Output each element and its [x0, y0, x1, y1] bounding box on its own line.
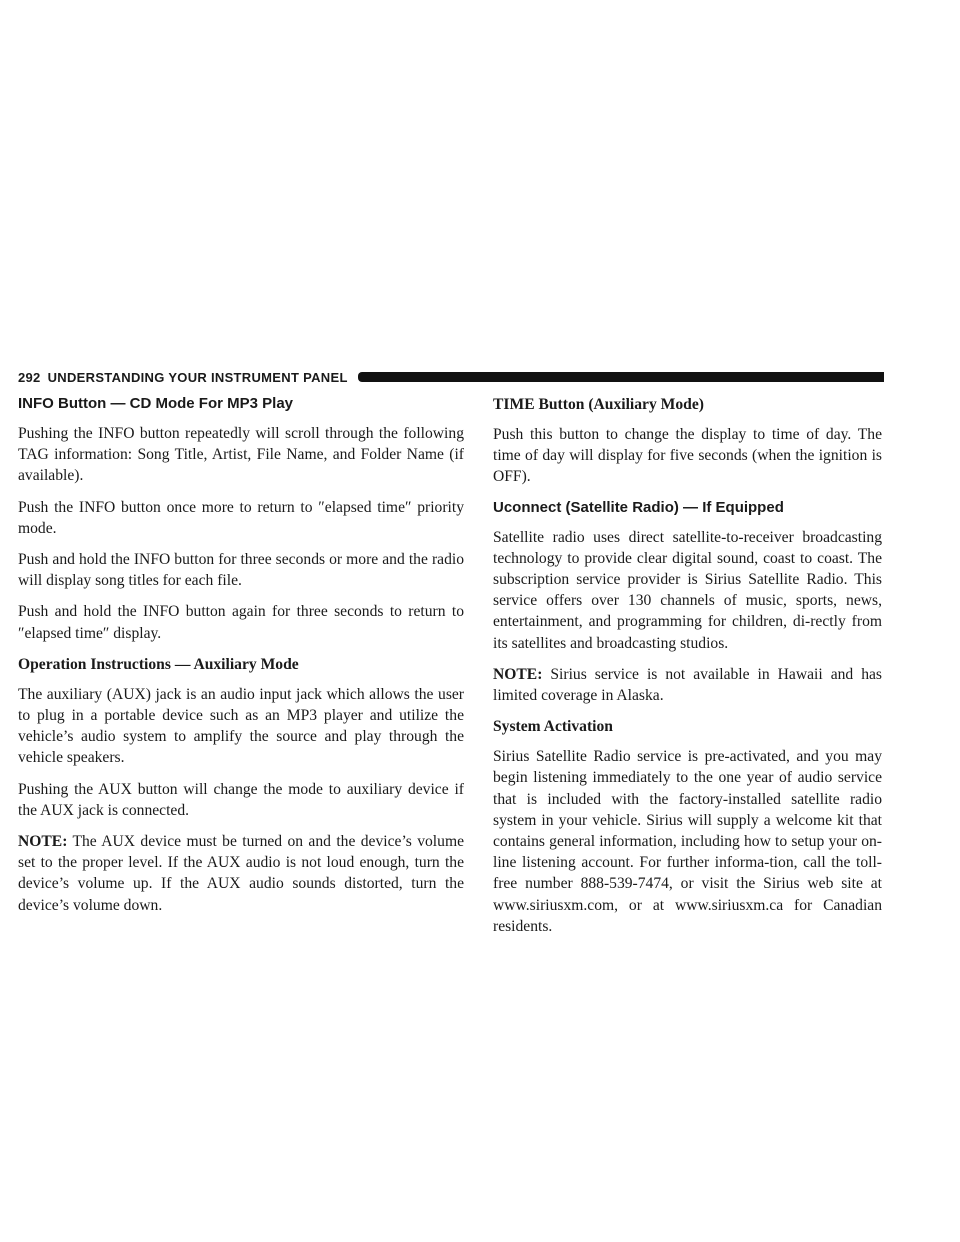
note-paragraph	[493, 664, 882, 706]
paragraph: Push and hold the INFO button again for three seconds to return to ″elapsed time″ display.	[18, 603, 464, 642]
paragraph: Sirius Satellite Radio service is pre-activated, and you may begin listening immediately to the one year of audio service that is included with the factory-installed satellite radio system in your vehicle. Sirius will supply a welcome kit that contains general information, including how to setup your on-line listening account. For further informa-tion, call the toll-free number 888-539-7474, or visit the Sirius web site at www.siriusxm.com, or at www.siriusxm.ca for Canadian residents.	[493, 748, 882, 935]
section-title: UNDERSTANDING YOUR INSTRUMENT PANEL	[47, 369, 348, 385]
heading-time-button: TIME Button (Auxiliary Mode)	[493, 396, 704, 413]
paragraph: Push the INFO button once more to return to ″elapsed time″ priority mode.	[18, 498, 464, 537]
right-column	[493, 392, 882, 947]
note-label: NOTE:	[18, 833, 68, 851]
paragraph: Push and hold the INFO button for three seconds or more and the radio will display song titles for each file.	[18, 551, 464, 590]
heading-system-activation: System Activation	[493, 718, 613, 736]
note-paragraph	[18, 831, 464, 916]
page-header	[18, 369, 884, 385]
header-rule	[358, 372, 884, 382]
heading-uconnect: Uconnect (Satellite Radio) — If Equipped	[493, 498, 784, 516]
paragraph: Pushing the AUX button will change the mode to auxiliary device if the AUX jack is connected.	[18, 780, 464, 819]
paragraph: Satellite radio uses direct satellite-to-receiver broadcasting technology to provide clear digital sound, coast to coast. The subscription service provider is Sirius Satellite Radio. This service offers over 130 channels of music, sports, news, entertainment, and programming for children, di-rectly from its satellites and broadcasting studios.	[493, 528, 882, 652]
page-number: 292	[18, 369, 41, 385]
paragraph: Pushing the INFO button repeatedly will scroll through the following TAG information: Song Title, Artist, File Name, and Folder Name (if available).	[18, 425, 464, 485]
paragraph: The auxiliary (AUX) jack is an audio input jack which allows the user to plug in a portable device such as an MP3 player and utilize the vehicle’s audio system to amplify the source and play through the vehicle speakers.	[18, 685, 464, 767]
heading-info-button: INFO Button — CD Mode For MP3 Play	[18, 395, 294, 412]
paragraph: Push this button to change the display to time of day. The time of day will display for five seconds (when the ignition is OFF).	[493, 426, 882, 486]
left-column	[18, 392, 464, 926]
note-text: The AUX device must be turned on and the device’s volume set to the proper level. If the AUX audio is not loud enough, turn the device’s volume up. If the AUX audio sounds distorted, turn the device’s volume down.	[18, 833, 464, 914]
note-text: Sirius service is not available in Hawaii and has limited coverage in Alaska.	[493, 665, 882, 705]
heading-aux-mode: Operation Instructions — Auxiliary Mode	[18, 655, 299, 673]
note-label: NOTE:	[493, 665, 543, 683]
